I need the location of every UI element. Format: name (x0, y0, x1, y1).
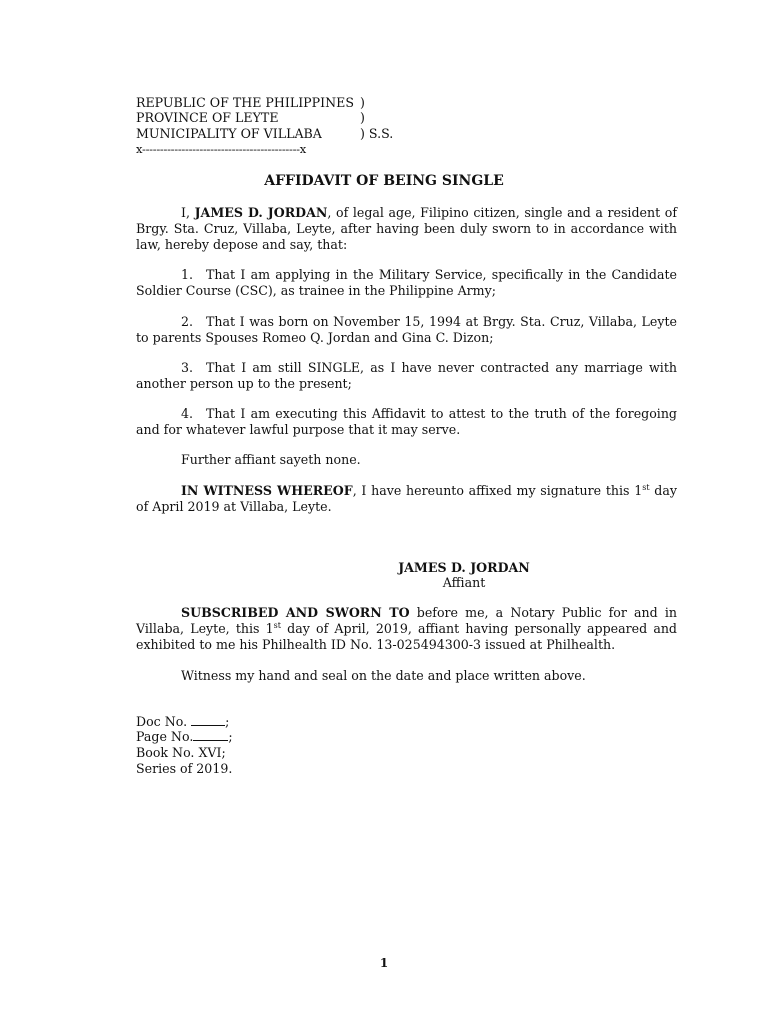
intro-post: , of legal age, Filipino citizen, single and a resident of Brgy. Sta. Cruz, Villaba, Leyte, after having been duly sworn to in accordance with law, hereby depose and say, that: (136, 205, 677, 252)
venue-paren: ) (360, 110, 365, 125)
page-no-label: Page No. (136, 729, 194, 744)
jurat-post: day of April, 2019, affiant having personally appeared and exhibited to me his Philhealth ID No. 13-025494300-3 issued at Philhealth. (136, 621, 677, 652)
item-text: That I am applying in the Military Service, specifically in the Candidate Soldier Course (CSC), as trainee in the Philippine Army; (136, 267, 677, 298)
series-line: Series of 2019. (136, 761, 233, 776)
jurat-sup: st (273, 620, 281, 630)
venue-paren: ) (360, 95, 365, 110)
intro-pre: I, (181, 205, 195, 220)
page-no-end: ; (228, 729, 233, 744)
page-number: 1 (379, 956, 389, 970)
list-item (136, 360, 677, 392)
page-no-blank (193, 729, 228, 741)
affiant-name: JAMES D. JORDAN (398, 560, 530, 575)
document-title: AFFIDAVIT OF BEING SINGLE (264, 173, 504, 189)
doc-no-line (136, 714, 229, 730)
witness-seal-line (136, 668, 677, 684)
item-number: 2. (181, 314, 194, 329)
venue-name: REPUBLIC OF THE PHILIPPINES (136, 95, 354, 110)
page-no-line (136, 729, 233, 745)
intro-paragraph (136, 205, 677, 253)
jurat-paragraph (136, 605, 677, 653)
witness-paragraph (136, 483, 677, 515)
witness-bold: IN WITNESS WHEREOF (181, 483, 353, 498)
venue-paren: ) S.S. (360, 126, 394, 141)
witness-seal-text: Witness my hand and seal on the date and place written above. (181, 668, 586, 683)
further-affiant-line (136, 452, 677, 468)
doc-no-label: Doc No. (136, 714, 188, 729)
venue-separator: x--------------------------------------------x (136, 142, 306, 156)
venue-name: PROVINCE OF LEYTE (136, 110, 279, 125)
affiant-name-inline: JAMES D. JORDAN (194, 205, 328, 220)
witness-post: day of April 2019 at Villaba, Leyte. (136, 483, 677, 514)
item-number: 1. (181, 267, 194, 282)
item-number: 4. (181, 406, 194, 421)
doc-no-blank (191, 714, 225, 726)
witness-sup: st (642, 482, 650, 492)
further-text: Further affiant sayeth none. (181, 452, 361, 467)
item-text: That I am executing this Affidavit to attest to the truth of the foregoing and for whatever lawful purpose that it may serve. (136, 406, 677, 437)
list-item (136, 314, 677, 346)
jurat-pre: before me, a Notary Public for and in Villaba, Leyte, this 1 (136, 605, 677, 636)
witness-pre: , I have hereunto affixed my signature this 1 (352, 483, 643, 498)
affiant-role: Affiant (442, 575, 486, 590)
item-text: That I am still SINGLE, as I have never contracted any marriage with another person up to the present; (136, 360, 677, 391)
list-item (136, 406, 677, 438)
doc-no-end: ; (225, 714, 230, 729)
list-item (136, 267, 677, 299)
venue-name: MUNICIPALITY OF VILLABA (136, 126, 322, 141)
item-text: That I was born on November 15, 1994 at Brgy. Sta. Cruz, Villaba, Leyte to parents Spouses Romeo Q. Jordan and Gina C. Dizon; (136, 314, 677, 345)
jurat-bold: SUBSCRIBED AND SWORN TO (181, 605, 410, 620)
book-no-line: Book No. XVI; (136, 745, 226, 760)
item-number: 3. (181, 360, 194, 375)
